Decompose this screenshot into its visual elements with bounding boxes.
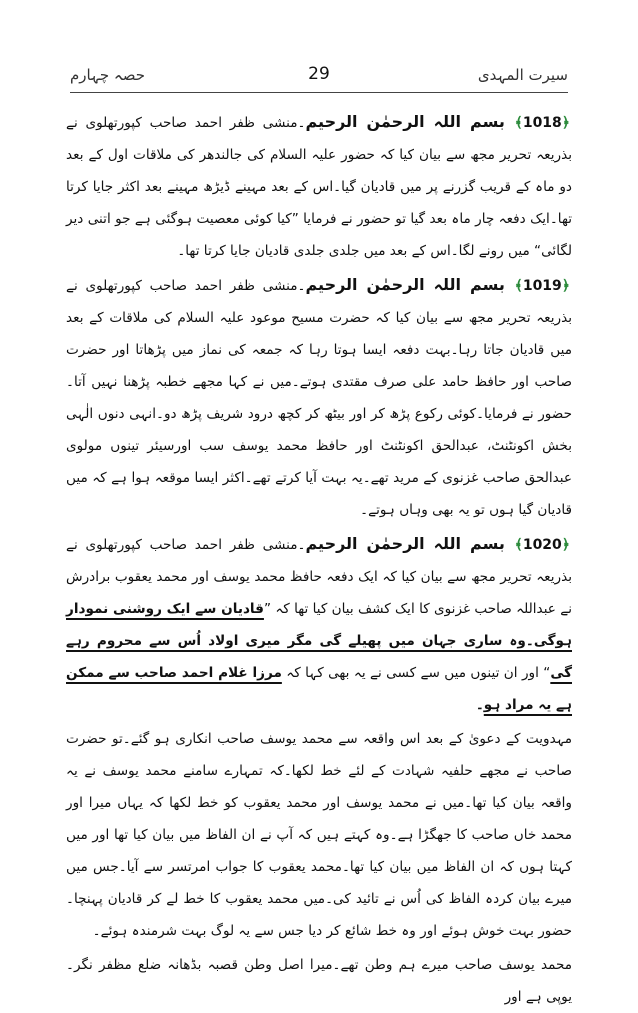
page-number: 29 (308, 64, 330, 84)
narration-text: ۔منشی ظفر احمد صاحب کپورتھلوی نے بذریعہ تحریر مجھ سے بیان کیا کہ ایک دفعہ حافظ محمد یوسف اور محمد یعقوب برادرش نے عبداللہ صاحب غزنوی کا ایک کشف بیان کیا تھا کہ ” (66, 537, 572, 617)
narration-1018 (66, 106, 572, 267)
narration-number: ﴾1018﴿ (514, 115, 570, 131)
basmala: بسم اللہ الرحمٰن الرحیم (305, 275, 505, 294)
narration-1019 (66, 269, 572, 526)
narration-number: ﴾1020﴿ (514, 537, 570, 553)
book-title: سیرت المہدی (477, 66, 568, 84)
narration-1020: ﴾1020﴿ بسم اللہ الرحمٰن الرحیم۔منشی ظفر احمد صاحب کپورتھلوی نے بذریعہ تحریر مجھ سے بیان کیا کہ ایک دفعہ حافظ محمد یوسف اور محمد یعقوب برادرش نے عبداللہ صاحب غزنوی کا ایک کشف بیان کیا تھا کہ ”قادیان سے ایک روشنی نمودار ہوگی۔وہ ساری جہان میں پھیلے گی مگر میری اولاد اُس سے محروم رہے گی“ اور ان تینوں میں سے کسی نے یہ بھی کہا کہ مرزا غلام احمد صاحب سے ممکن ہے یہ مراد ہو۔ (66, 528, 572, 721)
basmala: بسم اللہ الرحمٰن الرحیم (305, 534, 505, 553)
narration-text: ۔منشی ظفر احمد صاحب کپورتھلوی نے بذریعہ تحریر مجھ سے بیان کیا کہ حضرت مسیح موعود علیہ السلام کی ملاقات کے بعد میں قادیان جاتا رہا۔بہت دفعہ ایسا ہوتا رہا کہ جمعہ کی نماز میں پڑھاتا اور حضرت صاحب اور حافظ حامد علی صرف مقتدی ہوتے۔میں نے کہا مجھے خطبہ پڑھنا نہیں آتا۔حضور نے فرمایا۔کوئی رکوع پڑھ کر اور بیٹھ کر کچھ درود شریف پڑھ دو۔انہی دنوں الٰہی بخش اکونٹنٹ، عبدالحق اکونٹنٹ اور حافظ محمد یوسف سب اورسیئر تینوں مولوی عبدالحق صاحب غزنوی کے مرید تھے۔یہ بہت آیا کرتے تھے۔اکثر ایسا موقعہ ہوا ہے کہ میں قادیان گیا ہوں تو یہ بھی وہاں ہوتے۔ (66, 278, 572, 518)
continuation-paragraph: مہدویت کے دعویٰ کے بعد اس واقعہ سے محمد یوسف صاحب انکاری ہو گئے۔تو حضرت صاحب نے مجھے حلفیہ شہادت کے لئے خط لکھا۔کہ تمہارے سامنے محمد یوسف نے یہ واقعہ بیان کیا تھا۔میں نے محمد یوسف اور محمد یعقوب کو خط لکھا کہ یہاں میرا اور محمد خاں صاحب کا جھگڑا ہے۔وہ کہتے ہیں کہ آپ نے ان الفاظ میں بیان کیا تھا اور میں کہتا ہوں کہ ان الفاظ میں بیان کیا تھا۔محمد یعقوب کا جواب امرتسر سے آیا۔جس میں میرے بیان کردہ الفاظ کی اُس نے تائید کی۔میں محمد یعقوب کا خط لے کر قادیان پہنچا۔حضور بہت خوش ہوئے اور وہ خط شائع کر دیا جس سے یہ لوگ بہت شرمندہ ہوئے۔ (66, 731, 572, 939)
basmala: بسم اللہ الرحمٰن الرحیم (305, 112, 505, 131)
final-line: محمد یوسف صاحب میرے ہم وطن تھے۔میرا اصل وطن قصبہ بڈھانہ ضلع مظفر نگر۔یوپی ہے اور (66, 957, 572, 1005)
narration-text: ۔منشی ظفر احمد صاحب کپورتھلوی نے بذریعہ تحریر مجھ سے بیان کیا کہ حضور علیہ السلام کی جالندھر کی ملاقات اول کے بعد دو ماہ کے قریب گزرنے پر میں قادیان گیا۔اس کے بعد مہینے ڈیڑھ مہینے بعد اکثر جایا کرتا تھا۔ایک دفعہ چار ماہ بعد گیا تو حضور نے فرمایا ”کیا کوئی معصیت ہوگئی ہے جو اتنی دیر لگائی“ میں رونے لگا۔اس کے بعد میں جلدی جلدی قادیان جایا کرتا تھا۔ (66, 115, 572, 259)
header-divider (70, 92, 568, 93)
book-part: حصہ چہارم (70, 66, 145, 84)
page-body (66, 106, 572, 1013)
narration-text-cont: “ اور ان تینوں میں سے کسی نے یہ بھی کہا کہ (281, 665, 551, 681)
page-header (70, 62, 568, 92)
narration-number: ﴾1019﴿ (514, 278, 570, 294)
underlined-claim: مرزا غلام احمد صاحب سے ممکن ہے یہ مراد ہو (66, 665, 572, 713)
underlined-quote: قادیان سے ایک روشنی نمودار ہوگی۔وہ ساری جہان میں پھیلے گی مگر میری اولاد اُس سے محروم رہے گی (66, 601, 572, 681)
